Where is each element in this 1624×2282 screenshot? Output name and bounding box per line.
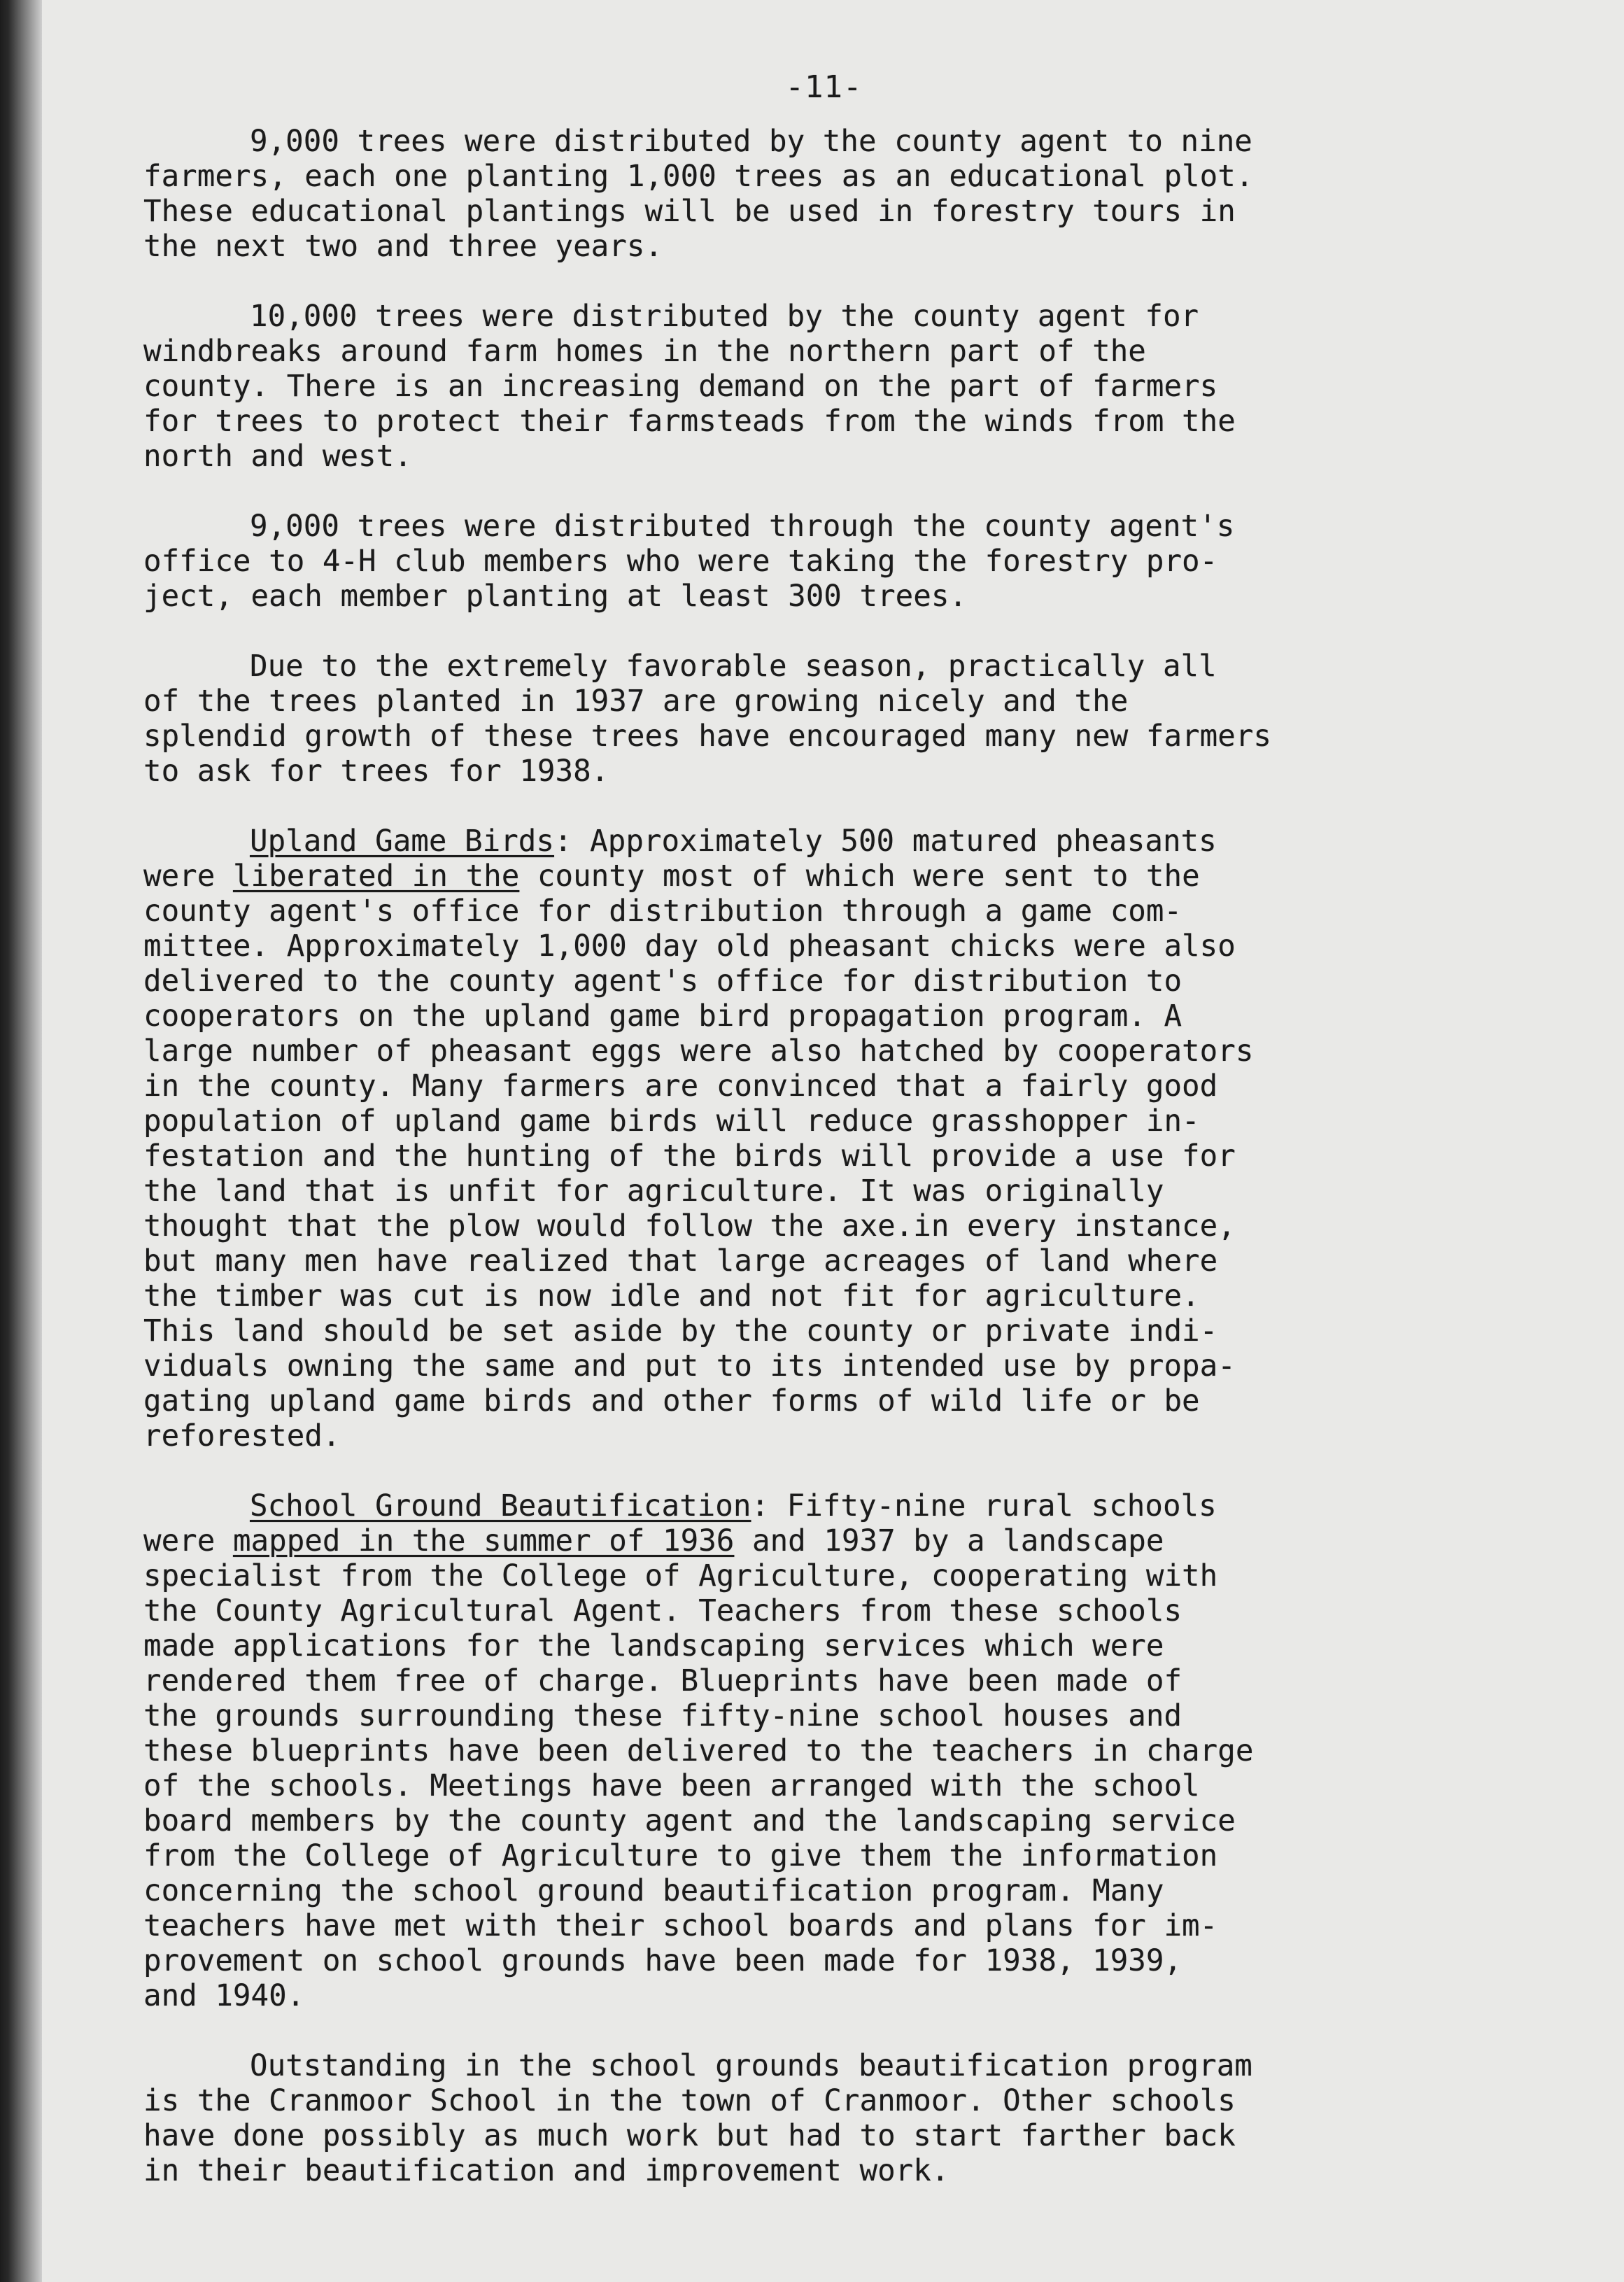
text-line: in their beautification and improvement work. [143, 2154, 949, 2188]
text-line: rendered them free of charge. Blueprints have been made of [143, 1664, 1182, 1698]
underlined-phrase: mapped in the summer of 1936 [232, 1524, 735, 1558]
paragraph-trees-nine-farmers [143, 125, 1504, 265]
text-line: windbreaks around farm homes in the northern part of the [143, 334, 1146, 369]
text-line: thought that the plow would follow the axe.in every instance, [143, 1209, 1236, 1244]
text-line: viduals owning the same and put to its intended use by propa- [143, 1349, 1236, 1383]
document-body [143, 70, 1504, 2224]
binding-edge [0, 0, 42, 2282]
section-heading: Upland Game Birds [250, 824, 554, 859]
text-line: county agent's office for distribution through a game com- [143, 894, 1182, 929]
text-line [143, 824, 1504, 859]
text-line: ject, each member planting at least 300 trees. [143, 579, 968, 614]
text-line: cooperators on the upland game bird propagation program. A [143, 999, 1182, 1034]
text-line: concerning the school ground beautification program. Many [143, 1874, 1164, 1908]
text-line: Due to the extremely favorable season, practically all [250, 649, 1217, 684]
text-line: delivered to the county agent's office for distribution to [143, 964, 1182, 999]
text-fragment: and 1937 by a landscape [734, 1524, 1164, 1558]
text-line: from the College of Agriculture to give them the information [143, 1839, 1218, 1873]
text-fragment: county most of which were sent to the [519, 859, 1200, 894]
text-fragment: were [143, 859, 233, 894]
paragraph-trees-4h [143, 509, 1504, 614]
text-line: reforested. [143, 1419, 341, 1453]
text-line: the grounds surrounding these fifty-nine school houses and [143, 1699, 1182, 1733]
page-number: -11- [785, 69, 863, 105]
text-line: the next two and three years. [143, 230, 663, 264]
section-heading: School Ground Beautification [250, 1489, 751, 1523]
text-fragment: : Approximately 500 matured pheasants [553, 824, 1217, 859]
text-line: have done possibly as much work but had to start farther back [143, 2119, 1236, 2153]
text-line: splendid growth of these trees have encouraged many new farmers [143, 719, 1271, 754]
text-line: for trees to protect their farmsteads from the winds from the [143, 404, 1236, 439]
text-line: and 1940. [143, 1979, 305, 2013]
text-line: mittee. Approximately 1,000 day old pheasant chicks were also [143, 929, 1236, 964]
text-line: teachers have met with their school boards and plans for im- [143, 1909, 1218, 1943]
paragraph-trees-windbreaks [143, 300, 1504, 474]
document-page [42, 0, 1624, 2282]
paragraph-school-ground-beautification [143, 1489, 1504, 2014]
text-line: to ask for trees for 1938. [143, 754, 609, 789]
text-line: but many men have realized that large acreages of land where [143, 1244, 1218, 1279]
text-line [143, 859, 1504, 894]
text-line: is the Cranmoor School in the town of Cranmoor. Other schools [143, 2084, 1236, 2118]
text-line: made applications for the landscaping services which were [143, 1629, 1164, 1663]
text-line: Outstanding in the school grounds beautification program [250, 2049, 1252, 2083]
text-line: of the trees planted in 1937 are growing nicely and the [143, 684, 1129, 719]
text-line: office to 4-H club members who were taking the forestry pro- [143, 544, 1218, 579]
text-line: large number of pheasant eggs were also hatched by cooperators [143, 1034, 1254, 1069]
text-line: 10,000 trees were distributed by the county agent for [250, 300, 1199, 334]
text-line [143, 1489, 1504, 1524]
text-line: north and west. [143, 439, 412, 474]
paragraph-cranmoor [143, 2049, 1504, 2189]
text-line: These educational plantings will be used in forestry tours in [143, 195, 1236, 229]
text-line: the timber was cut is now idle and not fit for agriculture. [143, 1279, 1200, 1313]
text-line: gating upland game birds and other forms of wild life or be [143, 1384, 1200, 1418]
text-line: in the county. Many farmers are convinced that a fairly good [143, 1069, 1218, 1104]
text-line: 9,000 trees were distributed by the county agent to nine [250, 125, 1252, 159]
underlined-phrase: liberated in the [232, 859, 520, 894]
paragraph-upland-game-birds [143, 824, 1504, 1454]
paragraph-trees-growth [143, 649, 1504, 789]
text-line: the land that is unfit for agriculture. It was originally [143, 1174, 1164, 1209]
text-line: provement on school grounds have been made for 1938, 1939, [143, 1944, 1182, 1978]
text-line: the County Agricultural Agent. Teachers from these schools [143, 1594, 1182, 1628]
text-line: specialist from the College of Agriculture, cooperating with [143, 1559, 1218, 1593]
text-line: 9,000 trees were distributed through the county agent's [250, 509, 1235, 544]
text-line: of the schools. Meetings have been arranged with the school [143, 1769, 1200, 1803]
text-line [143, 1524, 1504, 1559]
text-line: This land should be set aside by the county or private indi- [143, 1314, 1218, 1348]
text-line: farmers, each one planting 1,000 trees as an educational plot. [143, 160, 1254, 194]
text-line: festation and the hunting of the birds will provide a use for [143, 1139, 1236, 1174]
text-fragment: : Fifty-nine rural schools [751, 1489, 1217, 1523]
text-line: population of upland game birds will reduce grasshopper in- [143, 1104, 1200, 1139]
text-fragment: were [143, 1524, 233, 1558]
text-line: county. There is an increasing demand on the part of farmers [143, 369, 1218, 404]
text-line: these blueprints have been delivered to the teachers in charge [143, 1734, 1254, 1768]
text-line: board members by the county agent and the landscaping service [143, 1804, 1236, 1838]
